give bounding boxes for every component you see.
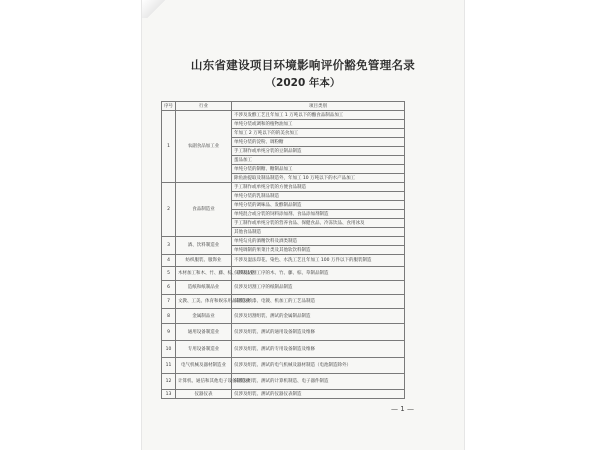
page-number: — 1 — [391,405,414,413]
table-row [162,267,405,281]
category-cell: 年加工 2 万吨以下的的美食加工 [232,129,405,138]
table-row [162,237,405,246]
category-cell: 单纯分装的乳制品制造 [232,192,405,201]
category-cell: 不涉及湿法印花、染色、水洗工艺且年加工 100 万件以下的服装制造 [232,255,405,267]
category-cell: 蛋品加工 [232,156,405,165]
row-number: 9 [162,324,176,341]
table-body [162,111,405,399]
category-cell: 手工制作或单纯分装的方便食品制造 [232,183,405,192]
table-row [162,111,405,120]
category-cell: 仅涉及切割工序的木、竹、藤、棕、草制品制造 [232,267,405,281]
industry-cell: 仪器仪表 [176,390,232,399]
table-row [162,374,405,390]
category-cell: 仅涉及切割工序的纸制品制造 [232,281,405,295]
category-cell: 手工制作或单纯分装的豆制品制造 [232,147,405,156]
category-cell: 除鱼油提取及制品制造外，年加工 10 万吨以下的水产品加工 [232,174,405,183]
industry-cell: 造纸和纸制品业 [176,281,232,295]
category-cell: 仅涉及喷漆、电镀、机加工的工艺品制造 [232,295,405,309]
category-cell: 仅涉及组装、测试的专用设备制造及维修 [232,341,405,358]
row-number: 1 [162,111,176,183]
row-number: 7 [162,295,176,309]
category-cell: 不涉及发酵工艺且年加工 1 万吨以下的酿食品制品加工 [232,111,405,120]
table-row [162,358,405,374]
category-cell: 仅涉及组装、测试的通用设备制造及维修 [232,324,405,341]
industry-cell: 电气机械及器材制造业 [176,358,232,374]
table-header-row [162,102,405,111]
page-number-value: 1 [400,405,405,413]
exemption-table [161,101,405,399]
category-cell: 单纯混合或分装的饲料添加剂、食品添加剂制造 [232,210,405,219]
industry-cell: 纺织服装、服饰业 [176,255,232,267]
category-cell: 单纯分装的制糖、糖制品加工 [232,165,405,174]
row-number: 2 [162,183,176,237]
header-category: 项目类别 [232,102,405,111]
table-row [162,341,405,358]
table-row [162,255,405,267]
row-number: 13 [162,390,176,399]
document-title: 山东省建设项目环境影响评价豁免管理名录 [190,58,416,72]
category-cell: 单纯分装或调和的植物油加工 [232,120,405,129]
category-cell: 单纯分装的调味品、发酵制品制造 [232,201,405,210]
table-row [162,390,405,399]
category-cell: 单纯分装的淀粉、调粉糖 [232,138,405,147]
category-cell: 仅涉及组装、测试的仪器仪表制造 [232,390,405,399]
category-cell: 仅涉及切割组装、测试的金属制品制造 [232,309,405,324]
industry-cell: 专用设备制造业 [176,341,232,358]
industry-cell: 木材加工和木、竹、藤、棕、草制品业 [176,267,232,281]
header-num: 序号 [162,102,176,111]
category-cell: 仅涉及组装、测试的电气机械及器材制造（电池制造除外） [232,358,405,374]
industry-cell: 通用设备制造业 [176,324,232,341]
category-cell: 仅涉及组装、测试的计算机制造、电子器件制造 [232,374,405,390]
row-number: 8 [162,309,176,324]
header-industry: 行业 [176,102,232,111]
row-number: 11 [162,358,176,374]
industry-cell: 农副食品加工业 [176,111,232,183]
table-row [162,183,405,192]
category-cell: 手工制作或单纯分装的营养食品、保健食品、冷冻饮品、食用冰及 [232,219,405,228]
industry-cell: 计算机、通信和其他电子设备制造业 [176,374,232,390]
row-number: 10 [162,341,176,358]
category-cell: 单纯勾兑的酒精饮料及酒类制造 [232,237,405,246]
row-number: 6 [162,281,176,295]
document-subtitle: （2020 年本） [265,77,341,89]
row-number: 4 [162,255,176,267]
industry-cell: 金属制品业 [176,309,232,324]
row-number: 3 [162,237,176,255]
table-row [162,281,405,295]
industry-cell: 文教、工美、体育和娱乐用品制造业 [176,295,232,309]
row-number: 5 [162,267,176,281]
category-cell: 单纯调制的果菜汁类及其他软饮料制造 [232,246,405,255]
row-number: 12 [162,374,176,390]
table-row [162,324,405,341]
industry-cell: 酒、饮料制造业 [176,237,232,255]
page-corner-fold [142,0,166,18]
industry-cell: 食品制造业 [176,183,232,237]
table-row [162,309,405,324]
category-cell: 其他食品制造 [232,228,405,237]
table-row [162,295,405,309]
